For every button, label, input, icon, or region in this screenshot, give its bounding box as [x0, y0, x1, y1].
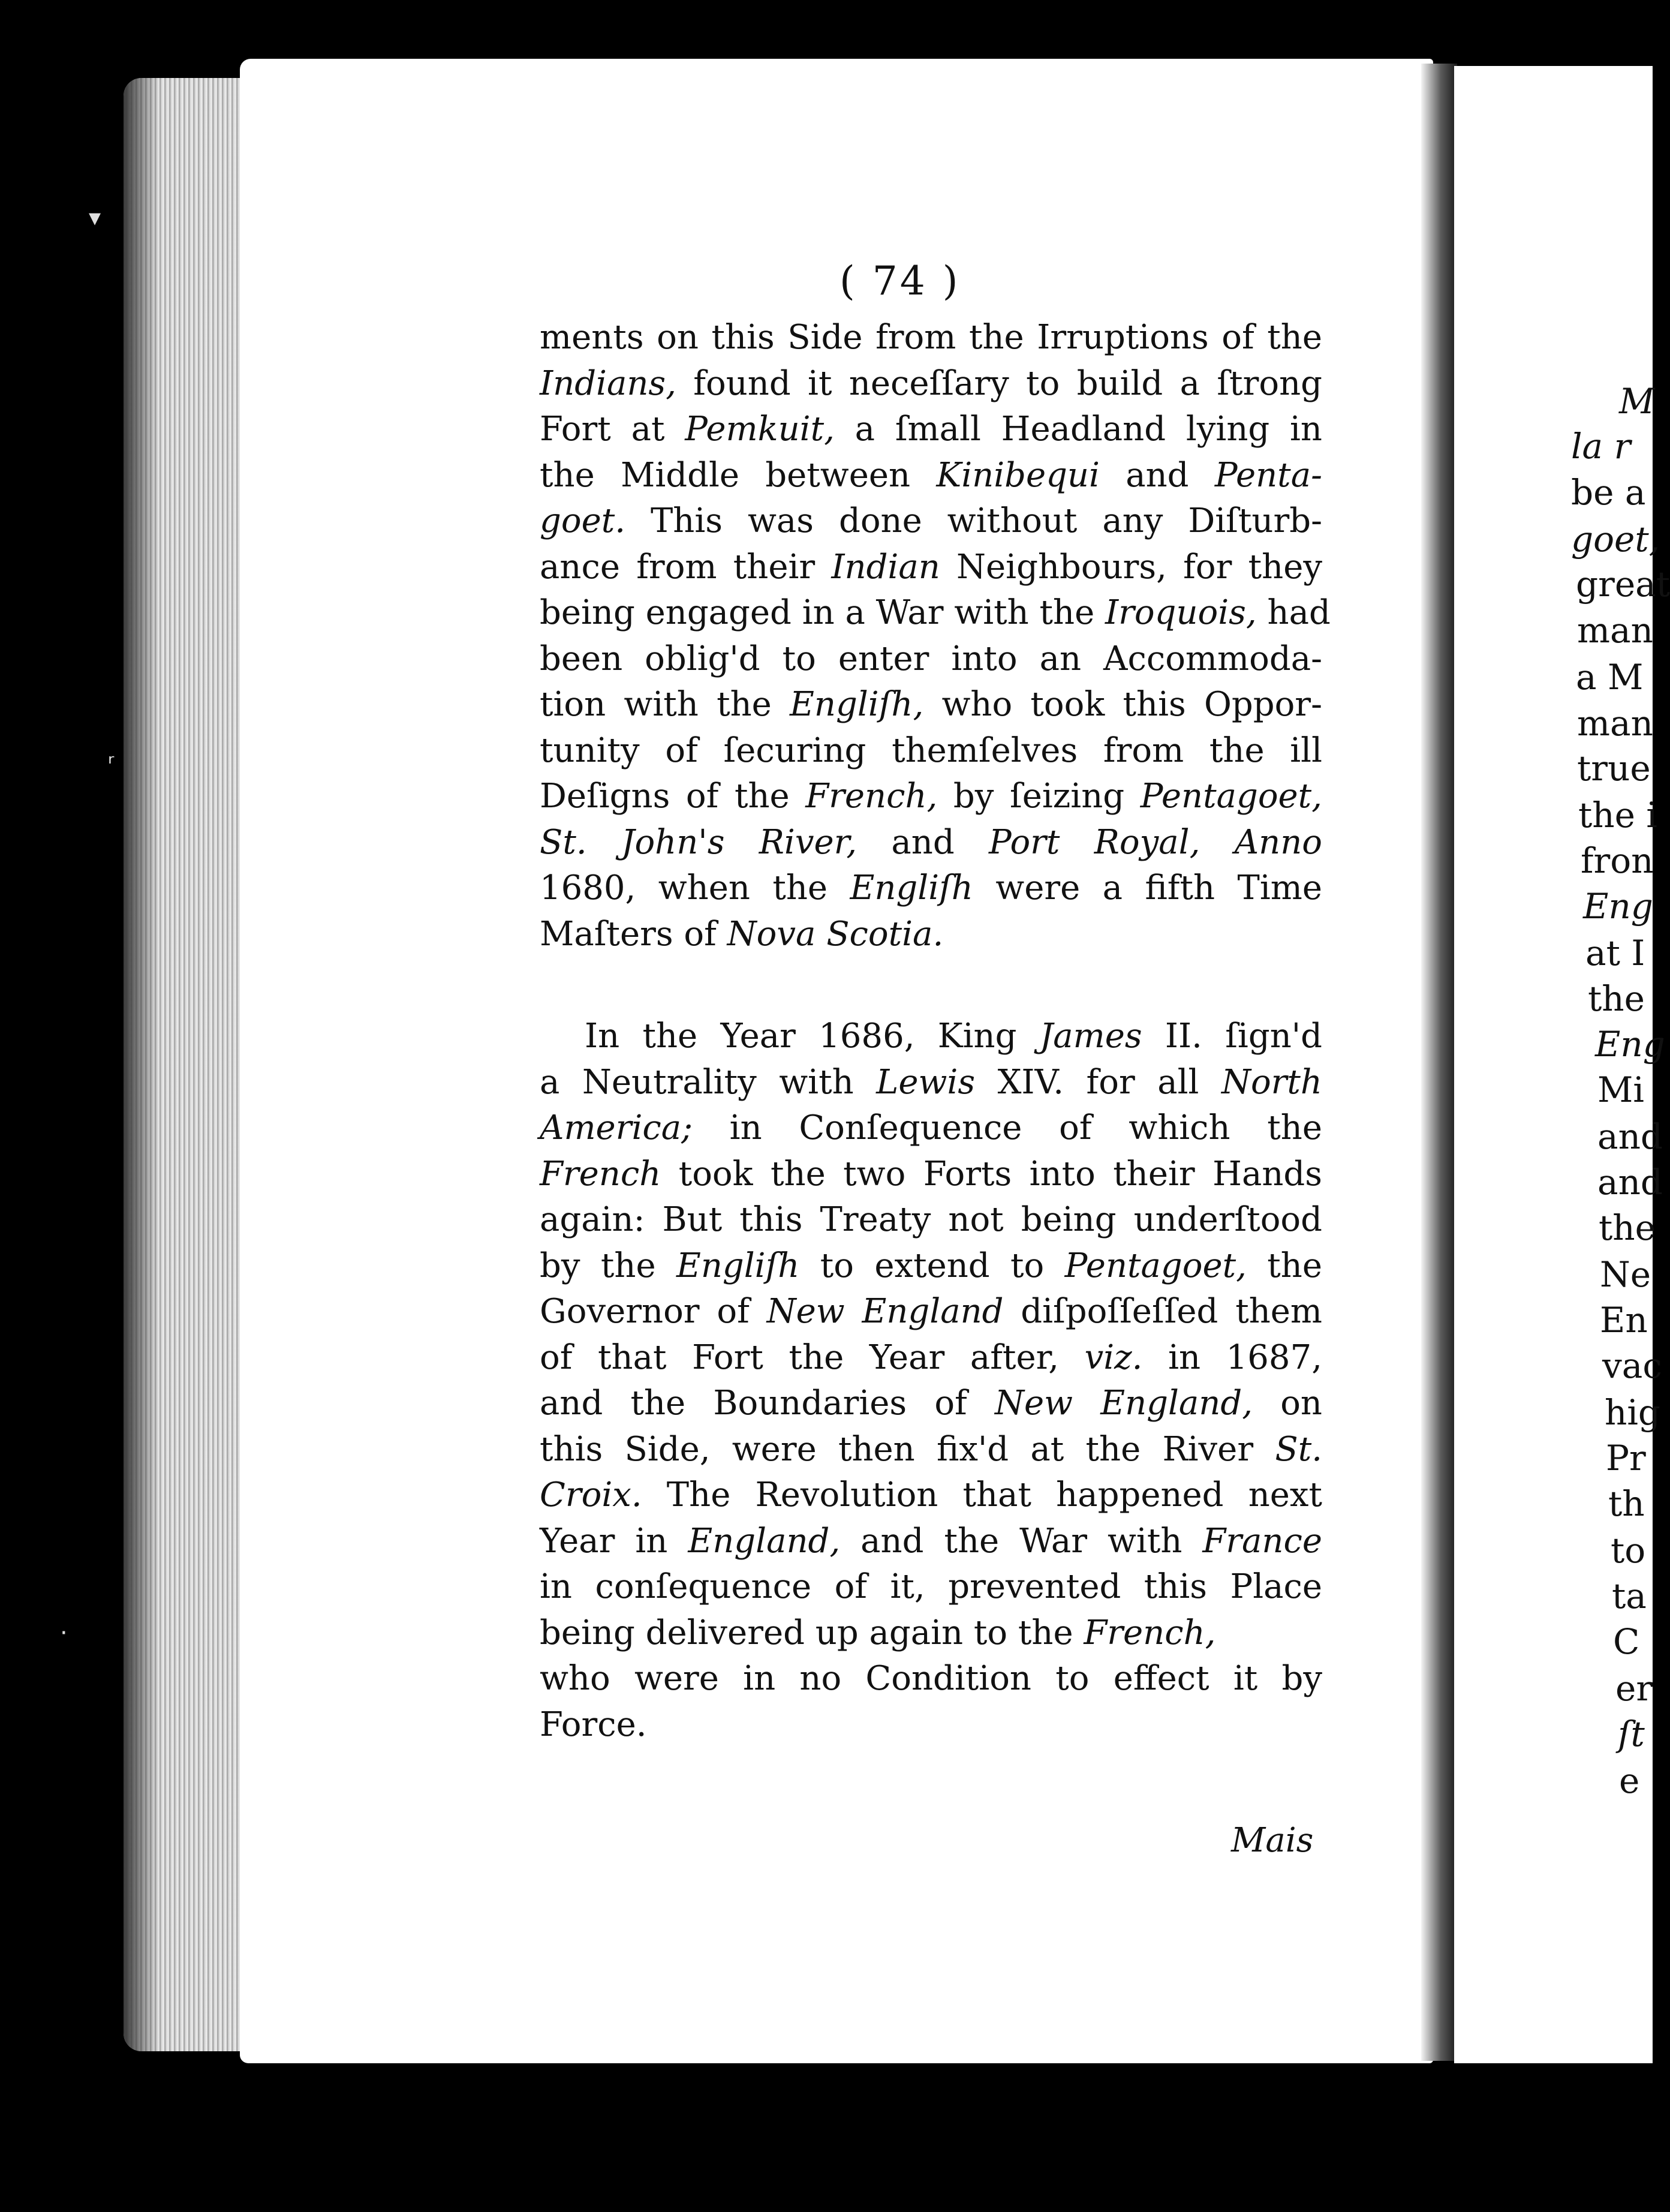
roman-text: Neighbours, for they [940, 547, 1322, 587]
italic-text: Croix. [540, 1475, 642, 1514]
roman-text: being engaged in a War with the [540, 593, 1106, 632]
italic-text: goet. [540, 501, 626, 540]
facing-page-line: the [1599, 1207, 1656, 1248]
facing-page-line: at I [1585, 933, 1645, 973]
text-line [585, 1017, 1323, 1056]
facing-page-line: be a [1571, 472, 1646, 513]
italic-text: Pentagoet, [1064, 1246, 1247, 1285]
roman-text: and [1099, 455, 1215, 495]
facing-page-line: and [1597, 1162, 1663, 1203]
roman-text: Deſigns of the [540, 777, 806, 816]
italic-text: France [1202, 1521, 1322, 1561]
facing-page-line: En [1600, 1300, 1648, 1341]
roman-text [1200, 823, 1234, 862]
facing-page-line: fron [1581, 840, 1654, 881]
roman-text: ance from their [540, 547, 832, 587]
facing-page-line: Eng [1595, 1024, 1665, 1065]
facing-page-line: er [1615, 1668, 1653, 1709]
italic-text: Kinibequi [936, 455, 1100, 495]
italic-text: Pentagoet, [1140, 777, 1322, 816]
text-line [540, 318, 1322, 357]
facing-page-line: Ne [1600, 1254, 1651, 1295]
facing-page-line: man [1577, 703, 1653, 744]
text-line [540, 1246, 1323, 1285]
roman-text: found it neceſſary to build a ſtrong [676, 363, 1322, 403]
italic-text: Pemkuit, [685, 410, 835, 449]
text-line [540, 822, 1323, 862]
roman-text: XIV. for all [975, 1062, 1221, 1102]
text-line [540, 777, 1322, 816]
facing-page-line: Eng [1583, 886, 1653, 927]
roman-text: Fort at [540, 410, 685, 449]
text-line [540, 685, 1322, 724]
roman-text: Maſters of [540, 914, 727, 954]
text-line [540, 868, 1322, 907]
roman-text: by the [540, 1246, 676, 1285]
roman-text: of that Fort the Year after, [540, 1338, 1085, 1377]
italic-text: French, [805, 777, 938, 816]
italic-text: Lewis [876, 1062, 976, 1102]
text-line [540, 410, 1322, 449]
roman-text: were a fifth Time [973, 868, 1322, 907]
roman-text: and the Boundaries of [540, 1384, 995, 1423]
text-line [540, 1429, 1322, 1469]
italic-text: Iroquois, [1105, 593, 1257, 632]
roman-text: a Neutrality with [540, 1062, 877, 1102]
roman-text: In the Year 1686, King [585, 1017, 1040, 1056]
italic-text: St. John's River, [540, 822, 857, 862]
text-line [540, 1567, 1322, 1606]
facing-page-line: the [1588, 978, 1645, 1019]
italic-text: America; [540, 1108, 693, 1147]
roman-text: to extend to [799, 1246, 1065, 1285]
text-line [540, 547, 1322, 587]
roman-text: the Middle between [540, 455, 937, 495]
italic-text: North [1221, 1062, 1322, 1102]
text-line [540, 1475, 1322, 1514]
italic-text: England, [688, 1521, 841, 1561]
italic-text: Penta- [1214, 455, 1322, 495]
text-line [540, 639, 1322, 678]
scan-speck: ▾ [89, 204, 101, 232]
text-line [540, 914, 1322, 954]
facing-page-line: ta [1612, 1576, 1647, 1616]
text-line [540, 1613, 1322, 1652]
roman-text: being delivered up again to the [540, 1613, 1084, 1652]
roman-text: who were in no Condition to effect it by [540, 1659, 1322, 1698]
facing-page-line: la r [1571, 426, 1631, 467]
italic-text: James [1039, 1017, 1142, 1056]
roman-text: tion with the [540, 685, 790, 724]
roman-text: II. ſign'd [1142, 1017, 1323, 1056]
text-line [540, 593, 1331, 632]
roman-text: ments on this Side from the Irruptions of the [540, 318, 1322, 357]
roman-text: had [1256, 593, 1331, 632]
italic-text: St. [1275, 1429, 1322, 1469]
facing-page-line: C [1613, 1621, 1640, 1662]
roman-text: in conſequence of it, prevented this Place [540, 1567, 1322, 1606]
facing-page-line: a M [1576, 657, 1644, 698]
facing-page-line: th [1608, 1483, 1645, 1524]
text-line [540, 1521, 1322, 1561]
roman-text: This was done without any Diſturb- [625, 501, 1322, 540]
text-line [540, 1384, 1322, 1423]
text-line [540, 1108, 1322, 1147]
facing-page-line: the i [1578, 795, 1657, 835]
roman-text: in 1687, [1142, 1338, 1322, 1377]
roman-text: Year in [540, 1521, 688, 1561]
text-line [540, 1154, 1322, 1194]
facing-page-line: goet, [1571, 519, 1660, 560]
text-line [540, 501, 1322, 540]
italic-text: viz. [1084, 1338, 1143, 1377]
roman-text: this Side, were then fix'd at the River [540, 1429, 1275, 1469]
facing-page-line: Mi [1597, 1069, 1644, 1110]
text-line [540, 1705, 1322, 1744]
italic-text: Indians, [540, 363, 676, 403]
roman-text: by ſeizing [937, 777, 1141, 816]
text-line [540, 363, 1322, 403]
facing-page-line: e [1619, 1760, 1640, 1801]
roman-text: diſpoſſeſſed them [1003, 1292, 1323, 1331]
facing-page-line: ſt [1618, 1714, 1645, 1754]
facing-page-line: true [1577, 748, 1651, 789]
italic-text: Indian [831, 547, 940, 587]
italic-text: French, [1084, 1613, 1216, 1652]
scan-speck: · [60, 1619, 68, 1647]
italic-text: New England, [994, 1384, 1253, 1423]
italic-text: Engliſh, [790, 685, 924, 724]
roman-text: who took this Oppor- [923, 685, 1322, 724]
roman-text: tunity of ſecuring themſelves from the ill [540, 731, 1322, 770]
facing-page-line: vac [1602, 1345, 1662, 1386]
roman-text: The Revolution that happened next [642, 1475, 1322, 1514]
italic-text: Port Royal, [989, 822, 1200, 862]
italic-text: French [540, 1154, 661, 1194]
text-line [540, 455, 1322, 495]
roman-text: a ſmall Headland lying in [834, 410, 1322, 449]
facing-page-line: man [1577, 610, 1653, 651]
roman-text: took the two Forts into their Hands [661, 1154, 1322, 1194]
italic-text: Engliſh [850, 868, 973, 907]
text-line [540, 1338, 1322, 1377]
roman-text: on [1253, 1384, 1322, 1423]
text-line [540, 1200, 1322, 1239]
italic-text: Anno [1234, 822, 1323, 862]
roman-text: Force. [540, 1705, 647, 1744]
page-number: ( 74 ) [839, 258, 961, 304]
facing-page-line: great [1576, 564, 1670, 605]
scan-speck: ʳ [108, 750, 115, 777]
roman-text: been oblig'd to enter into an Accommoda- [540, 639, 1322, 678]
text-line [540, 1292, 1323, 1331]
facing-page-line: Pr [1606, 1438, 1646, 1478]
roman-text: and [857, 822, 989, 862]
italic-text: New England [766, 1292, 1004, 1331]
italic-text: Nova Scotia. [727, 914, 944, 954]
text-line [540, 731, 1322, 770]
facing-page-line: hig [1605, 1392, 1661, 1433]
facing-page-line: and [1597, 1116, 1663, 1157]
text-line [540, 1062, 1322, 1102]
italic-text: Engliſh [676, 1246, 800, 1285]
text-line [540, 1659, 1322, 1698]
roman-text: Governor of [540, 1292, 767, 1331]
roman-text: and the War with [840, 1521, 1203, 1561]
facing-page-line: M [1619, 381, 1655, 422]
catchword: Mais [1231, 1821, 1314, 1860]
roman-text: again: But this Treaty not being underſtood [540, 1200, 1322, 1239]
roman-text: 1680, when the [540, 868, 850, 907]
roman-text: in Conſequence of which the [692, 1108, 1322, 1147]
roman-text: the [1246, 1246, 1323, 1285]
facing-page-line: to [1611, 1530, 1646, 1571]
